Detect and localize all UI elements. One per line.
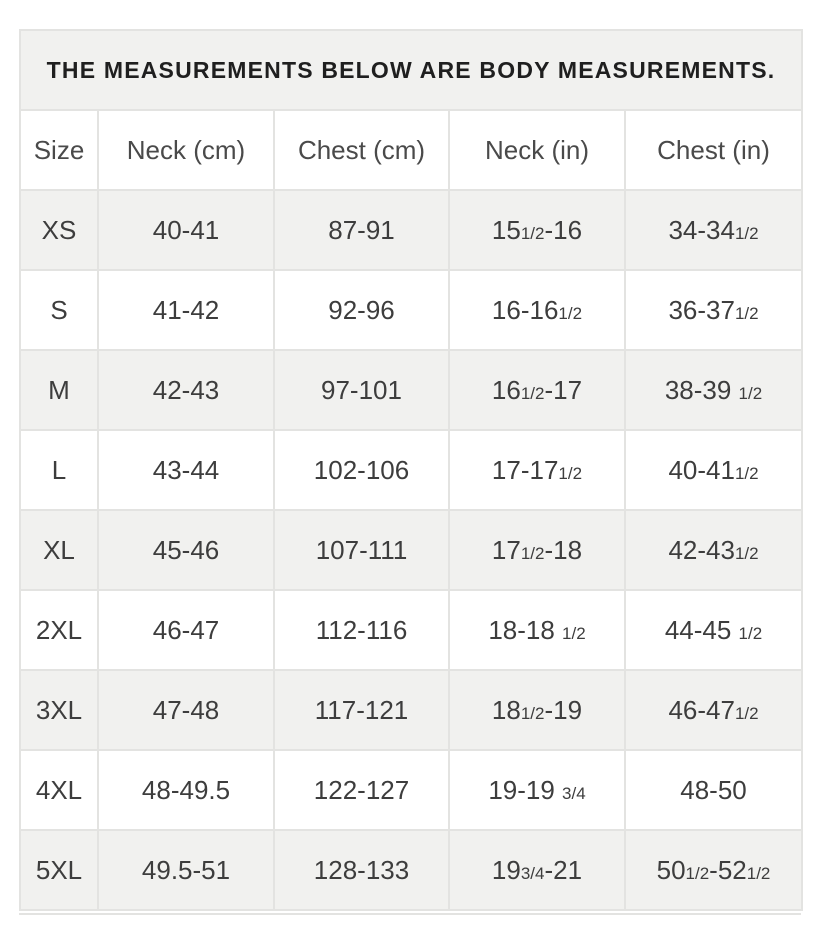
column-header-neck-cm: Neck (cm)	[98, 110, 274, 190]
value-text: 16	[491, 374, 521, 405]
table-row	[20, 590, 802, 670]
chest-cm-cell: 112-116	[274, 590, 449, 670]
fraction-text: 1/2	[520, 543, 545, 563]
size-cell: XS	[20, 190, 98, 270]
table-row	[20, 670, 802, 750]
chest-in-cell	[625, 190, 802, 270]
table-row	[20, 430, 802, 510]
table-row	[20, 190, 802, 270]
neck-cm-cell: 42-43	[98, 350, 274, 430]
value-text: 19	[491, 854, 521, 885]
chest-cm-cell: 122-127	[274, 750, 449, 830]
value-text: 42-43	[668, 534, 735, 565]
neck-cm-cell: 45-46	[98, 510, 274, 590]
value-text: 46-47	[668, 694, 735, 725]
value-text: -19	[544, 694, 583, 725]
size-cell: M	[20, 350, 98, 430]
chest-in-cell	[625, 590, 802, 670]
neck-cm-cell: 43-44	[98, 430, 274, 510]
fraction-text: 1/2	[685, 863, 710, 883]
value-text: -16	[544, 214, 583, 245]
neck-in-cell	[449, 190, 625, 270]
neck-in-cell	[449, 830, 625, 910]
value-text: 18-18	[488, 614, 563, 645]
neck-cm-cell: 48-49.5	[98, 750, 274, 830]
value-text: -52	[709, 854, 747, 885]
chest-in-cell	[625, 510, 802, 590]
chest-cm-cell: 128-133	[274, 830, 449, 910]
fraction-text: 1/2	[520, 703, 545, 723]
neck-in-cell	[449, 430, 625, 510]
neck-cm-cell: 40-41	[98, 190, 274, 270]
fraction-text: 1/2	[558, 463, 583, 483]
value-text: 50	[656, 854, 686, 885]
fraction-text: 1/2	[734, 463, 759, 483]
table-row	[20, 750, 802, 830]
bottom-divider	[19, 913, 801, 915]
chest-in-cell	[625, 430, 802, 510]
chest-in-cell	[625, 670, 802, 750]
neck-cm-cell: 49.5-51	[98, 830, 274, 910]
chest-in-cell	[625, 270, 802, 350]
size-table	[19, 29, 803, 911]
value-text: -18	[544, 534, 583, 565]
neck-in-cell	[449, 590, 625, 670]
value-text: 17	[491, 534, 521, 565]
fraction-text: 1/2	[734, 303, 759, 323]
fraction-text: 1/2	[738, 623, 763, 643]
chest-cm-cell: 102-106	[274, 430, 449, 510]
size-cell: L	[20, 430, 98, 510]
chest-cm-cell: 117-121	[274, 670, 449, 750]
table-row	[20, 830, 802, 910]
size-cell: 2XL	[20, 590, 98, 670]
value-text: 44-45	[664, 614, 739, 645]
chest-in-cell	[625, 350, 802, 430]
fraction-text: 1/2	[734, 223, 759, 243]
size-cell: 3XL	[20, 670, 98, 750]
neck-in-cell	[449, 670, 625, 750]
value-text: 48-50	[680, 774, 747, 805]
table-caption: THE MEASUREMENTS BELOW ARE BODY MEASUREMENTS.	[20, 30, 802, 110]
fraction-text: 1/2	[562, 623, 586, 643]
neck-cm-cell: 46-47	[98, 590, 274, 670]
value-text: -21	[544, 854, 583, 885]
fraction-text: 1/2	[734, 703, 759, 723]
value-text: 18	[491, 694, 521, 725]
value-text: 34-34	[668, 214, 735, 245]
value-text: 36-37	[668, 294, 735, 325]
chest-cm-cell: 97-101	[274, 350, 449, 430]
table-row	[20, 270, 802, 350]
column-header-size: Size	[20, 110, 98, 190]
value-text: 16-16	[491, 294, 559, 325]
table-row	[20, 510, 802, 590]
fraction-text: 1/2	[558, 303, 583, 323]
column-header-neck-in: Neck (in)	[449, 110, 625, 190]
chest-cm-cell: 92-96	[274, 270, 449, 350]
value-text: 15	[491, 214, 521, 245]
fraction-text: 1/2	[520, 223, 545, 243]
value-text: 40-41	[668, 454, 735, 485]
neck-cm-cell: 41-42	[98, 270, 274, 350]
chest-cm-cell: 87-91	[274, 190, 449, 270]
value-text: -17	[544, 374, 583, 405]
fraction-text: 3/4	[520, 863, 545, 883]
size-cell: 4XL	[20, 750, 98, 830]
size-cell: 5XL	[20, 830, 98, 910]
header-row	[20, 110, 802, 190]
size-chart	[19, 29, 801, 911]
value-text: 19-19	[488, 774, 563, 805]
fraction-text: 1/2	[746, 863, 771, 883]
value-text: 38-39	[664, 374, 739, 405]
neck-in-cell	[449, 270, 625, 350]
fraction-text: 3/4	[562, 783, 586, 803]
fraction-text: 1/2	[520, 383, 545, 403]
neck-in-cell	[449, 350, 625, 430]
table-row	[20, 350, 802, 430]
neck-in-cell	[449, 510, 625, 590]
chest-cm-cell: 107-111	[274, 510, 449, 590]
neck-cm-cell: 47-48	[98, 670, 274, 750]
fraction-text: 1/2	[738, 383, 763, 403]
fraction-text: 1/2	[734, 543, 759, 563]
size-cell: S	[20, 270, 98, 350]
column-header-chest-in: Chest (in)	[625, 110, 802, 190]
chest-in-cell	[625, 830, 802, 910]
chest-in-cell	[625, 750, 802, 830]
size-cell: XL	[20, 510, 98, 590]
value-text: 17-17	[491, 454, 559, 485]
column-header-chest-cm: Chest (cm)	[274, 110, 449, 190]
neck-in-cell	[449, 750, 625, 830]
